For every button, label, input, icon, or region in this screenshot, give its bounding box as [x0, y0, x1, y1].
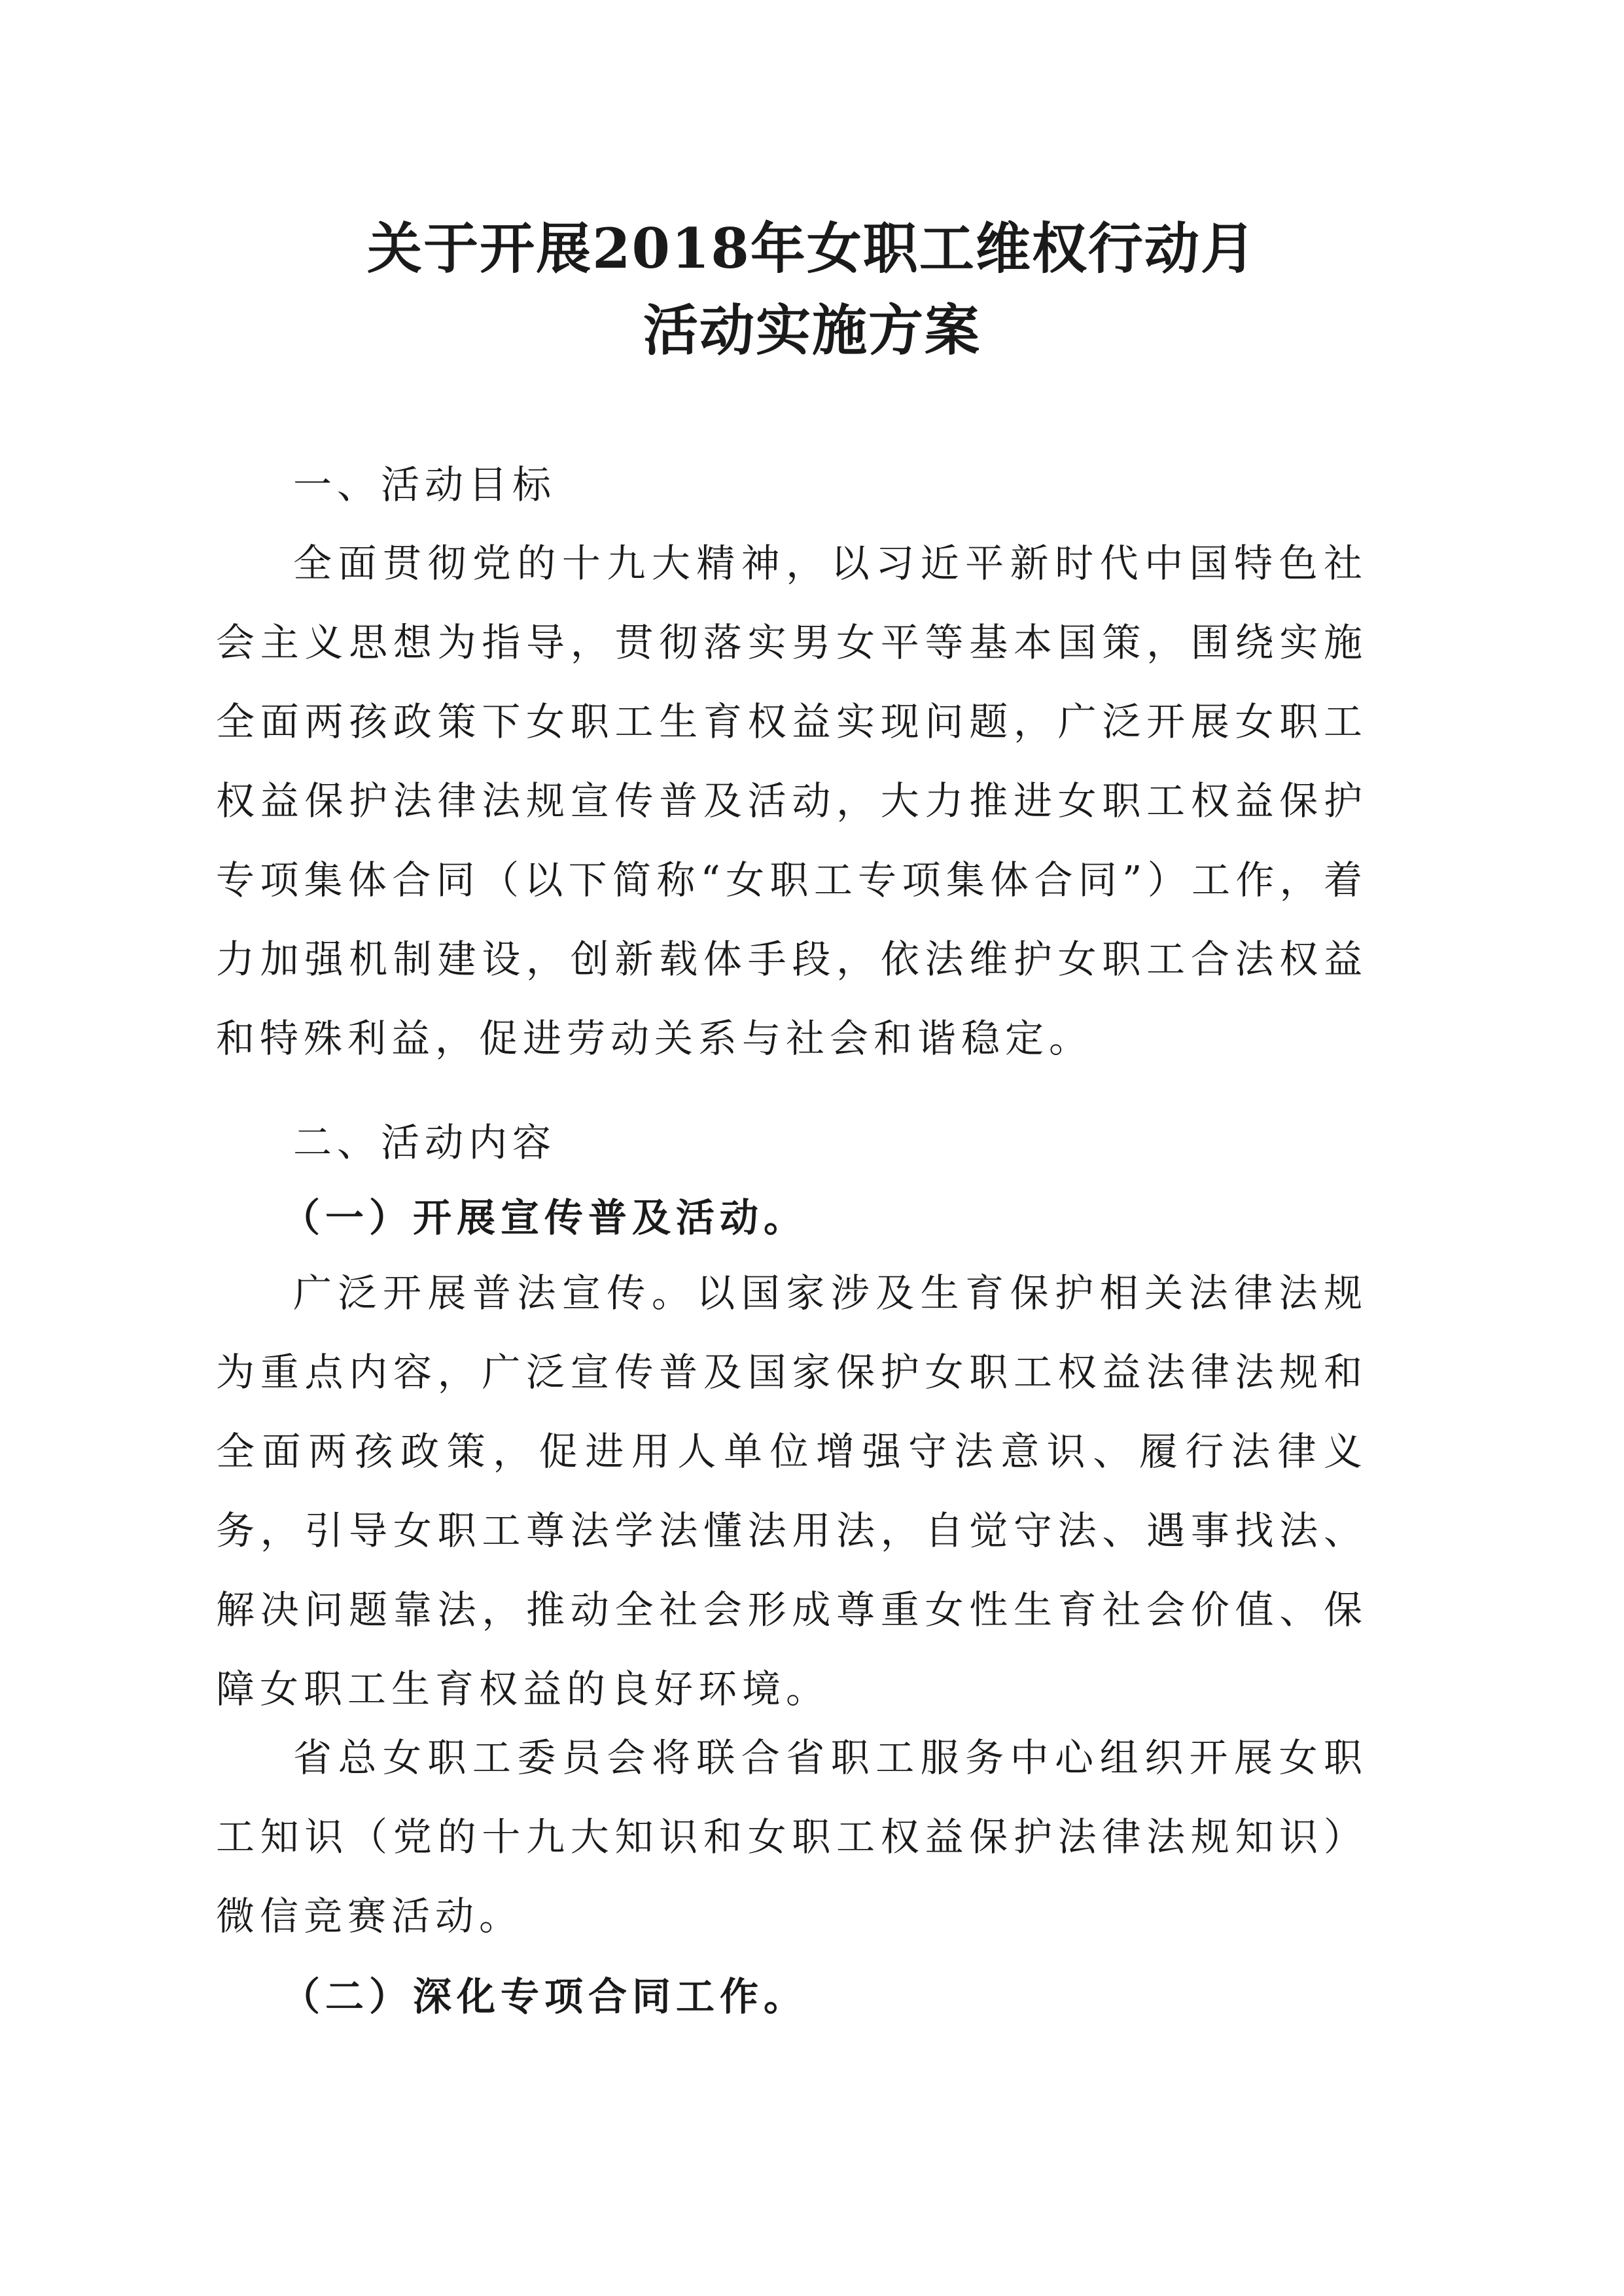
subsection-publicity-paragraph-1: 广泛开展普法宣传。以国家涉及生育保护相关法律法规为重点内容，广泛宣传普及国家保护女职工权益法律法规和全面两孩政策，促进用人单位增强守法意识、履行法律义务，引导女职工尊法学法懂法用法，自觉守法、遇事找法、解决问题靠法，推动全社会形成尊重女性生育社会价值、保障女职工生育权益的良好环境。	[216, 1270, 1368, 1712]
subsection-heading-publicity: （一）开展宣传普及活动。	[281, 1195, 808, 1240]
document-title-line-1: 关于开展2018年女职工维权行动月	[367, 216, 1257, 281]
section-heading-goals: 一、活动目标	[293, 462, 557, 507]
document-title-line-2: 活动实施方案	[643, 298, 981, 363]
subsection-publicity-paragraph-2: 省总女职工委员会将联合省职工服务中心组织开展女职工知识（党的十九大知识和女职工权益保护法律法规知识）微信竞赛活动。	[216, 1735, 1368, 1939]
section-heading-content: 二、活动内容	[293, 1120, 557, 1165]
subsection-heading-contracts: （二）深化专项合同工作。	[281, 1974, 808, 2019]
section-goals-body: 全面贯彻党的十九大精神，以习近平新时代中国特色社会主义思想为指导，贯彻落实男女平等基本国策，围绕实施全面两孩政策下女职工生育权益实现问题，广泛开展女职工权益保护法律法规宣传普及活动，大力推进女职工权益保护专项集体合同（以下简称“女职工专项集体合同”）工作，着力加强机制建设，创新载体手段，依法维护女职工合法权益和特殊利益，促进劳动关系与社会和谐稳定。	[216, 541, 1368, 1061]
